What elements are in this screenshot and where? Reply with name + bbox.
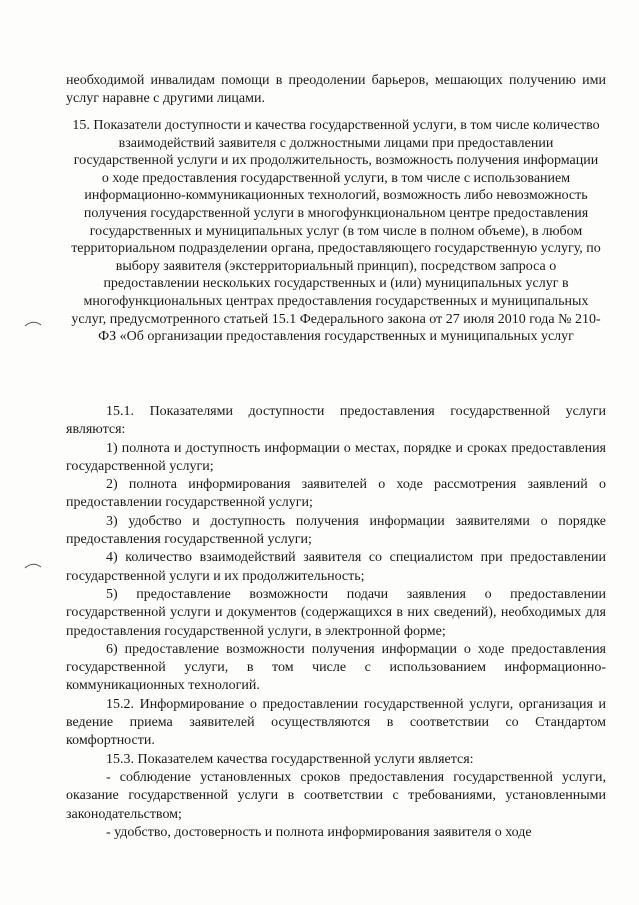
scan-punch-mark [24, 318, 42, 328]
intro-paragraph: необходимой инвалидам помощи в преодолении барьеров, мешающих получению ими услуг наравне с другими лицами. [66, 73, 606, 106]
list-item: 6) предоставление возможности получения информации о ходе предоставления государственной услуги, в том числе с использованием информационно-коммуникационных технологий. [66, 641, 606, 694]
list-item: - соблюдение установленных сроков предоставления государственной услуги, оказание государственной услуги в соответствии с требованиями, установленными законодательством; [66, 769, 606, 822]
list-item: 4) количество взаимодействий заявителя со специалистом при предоставлении государственной услуги и их продолжительность; [66, 550, 606, 584]
section-15-1 [66, 403, 606, 842]
list-item: 1) полнота и доступность информации о местах, порядке и сроках предоставления государственной услуги; [66, 440, 606, 474]
list-item: 5) предоставление возможности подачи заявления о предоставлении государственной услуги и документов (содержащихся в них сведений), необходимых для предоставления государственной услуги, в электронной форме; [66, 586, 606, 639]
section-15-2: 15.2. Информирование о предоставлении государственной услуги, организация и ведение приема заявителей осуществляются в соответствии со Стандартом комфортности. [66, 696, 606, 749]
list-item: 3) удобство и доступность получения информации заявителями о порядке предоставления государственной услуги; [66, 513, 606, 548]
scan-punch-mark [24, 560, 42, 570]
section-15-1-title: 15.1. Показателями доступности предоставления государственной услуги являются: [66, 404, 606, 438]
list-item: - удобство, достоверность и полнота информирования заявителя о ходе [106, 824, 532, 840]
section-15-heading: 15. Показатели доступности и качества государственной услуги, в том числе количество взаимодействий заявителя с должностными лицами при предоставлении государственной услуги и их продолжительность, возможность получения информации о ходе предоставления государственной услуги, в том числе с использованием информационно-коммуникационных технологий, возможность либо невозможность получения государственной услуги в многофункциональном центре предоставления государственных и муниципальных услуг (в том числе в полном объеме), в любом территориальном подразделении органа, предоставляющего государственную услугу, по выбору заявителя (экстерриториальный принцип), посредством запроса о предоставлении нескольких государственных и (или) муниципальных услуг в многофункциональных центрах предоставления государственных и муниципальных услуг, предусмотренного статьей 15.1 Федерального закона от 27 июля 2010 года № 210-ФЗ «Об организации предоставления государственных и муниципальных услуг [71, 118, 601, 345]
list-item: 2) полнота информирования заявителей о ходе рассмотрения заявлений о предоставлении государственной услуги; [66, 477, 606, 511]
section-15-3-title: 15.3. Показателем качества государственной услуги является: [106, 751, 474, 767]
